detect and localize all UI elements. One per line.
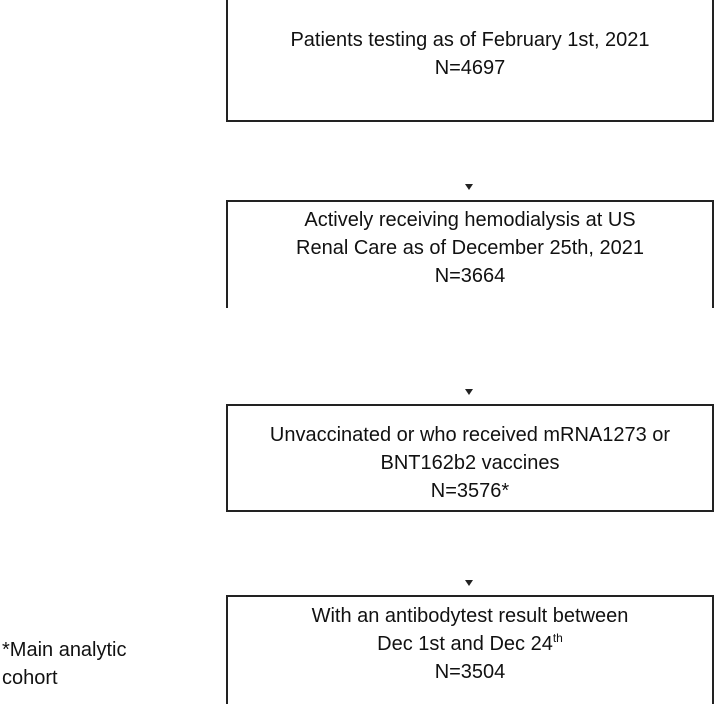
footnote (2, 636, 127, 692)
step-2-label-line1: Actively receiving hemodialysis at US (304, 209, 636, 231)
footnote-line2: cohort (2, 667, 58, 689)
step-1-label: Patients testing as of February 1st, 2021 (290, 29, 650, 51)
arrow-down-icon (465, 580, 473, 586)
step-4-label-line1: With an antibodytest result between (311, 605, 629, 627)
arrow-down-icon (465, 389, 473, 395)
step-3-label-line2: BNT162b2 vaccines (380, 452, 560, 474)
step-3-label-line1: Unvaccinated or who received mRNA1273 or (269, 424, 671, 446)
step-3-count: N=3576* (430, 480, 510, 502)
footnote-line1: *Main analytic (2, 639, 127, 661)
step-2-count: N=3664 (434, 265, 506, 287)
step-box-1 (226, 0, 714, 122)
step-4-label-line2 (228, 630, 712, 658)
step-4-date-superscript: th (552, 631, 563, 645)
step-box-2 (226, 200, 714, 308)
step-2-label-line2: Renal Care as of December 25th, 2021 (296, 237, 644, 259)
step-4-count: N=3504 (434, 661, 506, 683)
step-1-count: N=4697 (434, 57, 506, 79)
step-box-3 (226, 404, 714, 512)
step-4-date-text: Dec 1st and Dec 24 (377, 633, 553, 655)
arrow-down-icon (465, 184, 473, 190)
step-box-4 (226, 595, 714, 704)
